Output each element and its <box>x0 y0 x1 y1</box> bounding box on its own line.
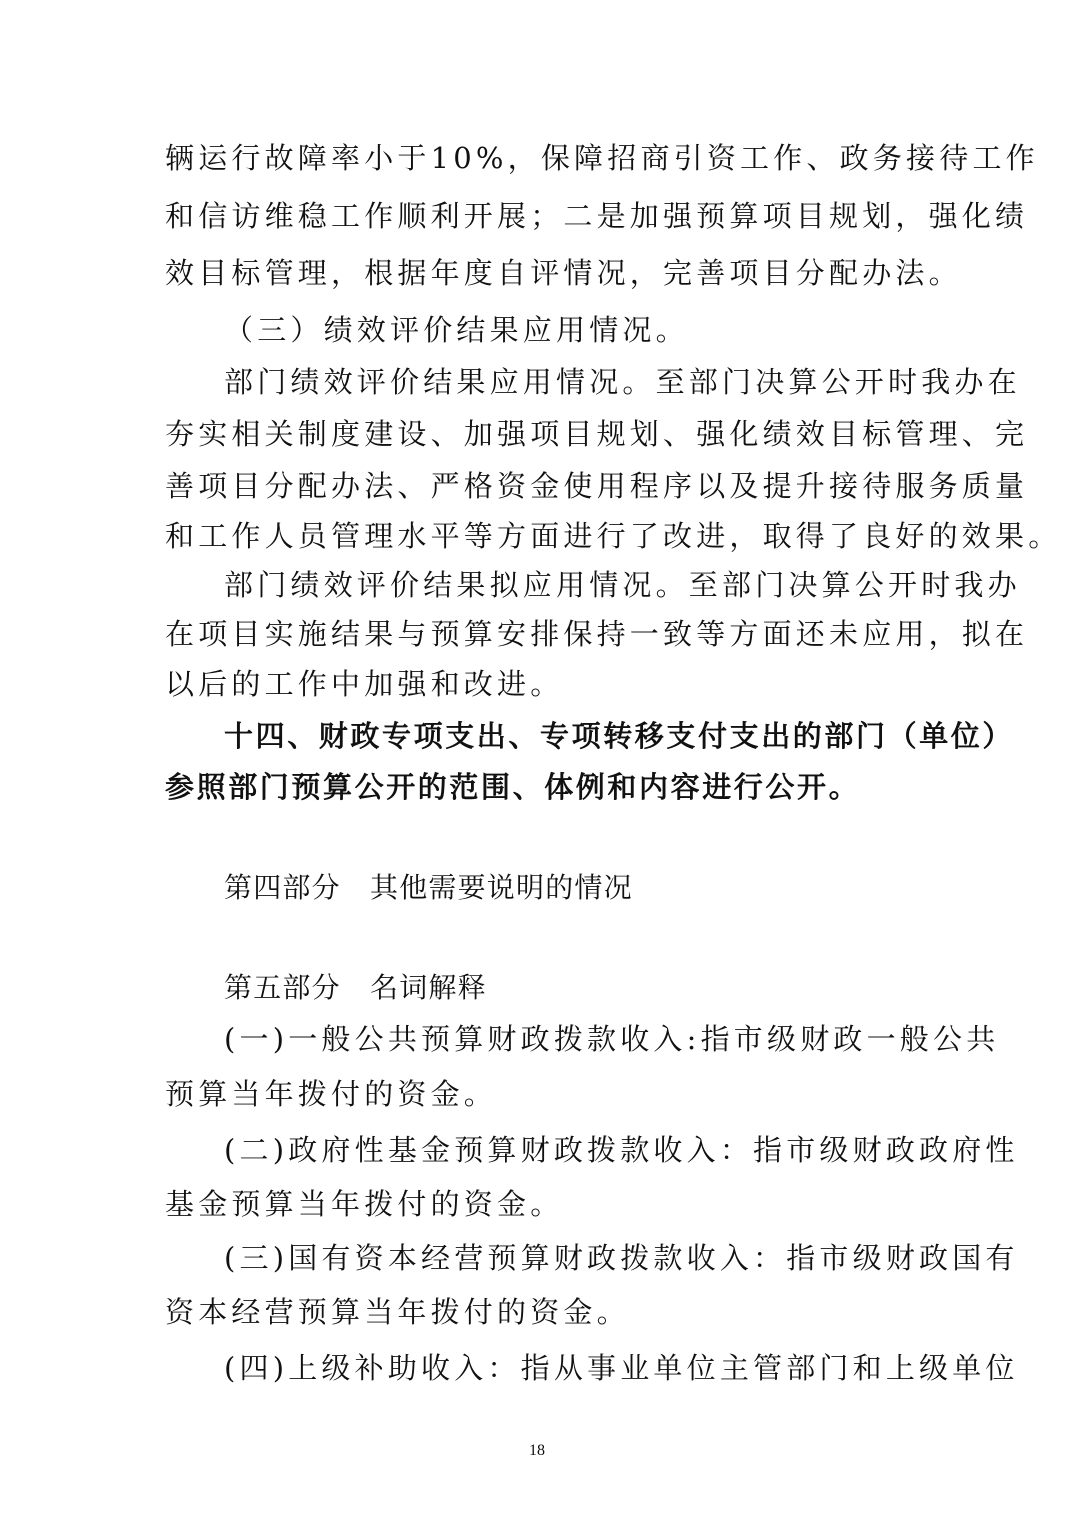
body-line: 辆运行故障率小于10%，保障招商引资工作、政务接待工作 <box>165 141 1039 175</box>
definition-line: (四)上级补助收入：指从事业单位主管部门和上级单位 <box>224 1351 1019 1385</box>
definition-line: (一)一般公共预算财政拨款收入:指市级财政一般公共 <box>224 1022 1000 1056</box>
section-heading: 十四、财政专项支出、专项转移支付支出的部门（单位） <box>224 719 1015 753</box>
definition-line: (二)政府性基金预算财政拨款收入：指市级财政政府性 <box>224 1133 1019 1167</box>
body-line: 部门绩效评价结果应用情况。至部门决算公开时我办在 <box>224 365 1021 399</box>
part-heading: 第四部分 其他需要说明的情况 <box>224 871 633 904</box>
definition-line: 资本经营预算当年拨付的资金。 <box>165 1295 630 1329</box>
body-line: 效目标管理，根据年度自评情况，完善项目分配办法。 <box>165 256 962 290</box>
body-line: 善项目分配办法、严格资金使用程序以及提升接待服务质量 <box>165 469 1029 503</box>
part-heading: 第五部分 名词解释 <box>224 971 487 1004</box>
page-number: 18 <box>529 1442 545 1459</box>
body-line: 和信访维稳工作顺利开展；二是加强预算项目规划，强化绩 <box>165 199 1029 233</box>
body-line: 在项目实施结果与预算安排保持一致等方面还未应用，拟在 <box>165 617 1029 651</box>
definition-line: (三)国有资本经营预算财政拨款收入：指市级财政国有 <box>224 1241 1019 1275</box>
body-line: 和工作人员管理水平等方面进行了改进，取得了良好的效果。 <box>165 519 1062 553</box>
definition-line: 预算当年拨付的资金。 <box>165 1077 498 1111</box>
subsection-heading: （三）绩效评价结果应用情况。 <box>224 313 689 347</box>
body-line: 以后的工作中加强和改进。 <box>165 667 564 701</box>
section-heading: 参照部门预算公开的范围、体例和内容进行公开。 <box>165 770 861 804</box>
body-line: 夯实相关制度建设、加强项目规划、强化绩效目标管理、完 <box>165 417 1029 451</box>
body-line: 部门绩效评价结果拟应用情况。至部门决算公开时我办 <box>224 568 1021 602</box>
definition-line: 基金预算当年拨付的资金。 <box>165 1187 564 1221</box>
